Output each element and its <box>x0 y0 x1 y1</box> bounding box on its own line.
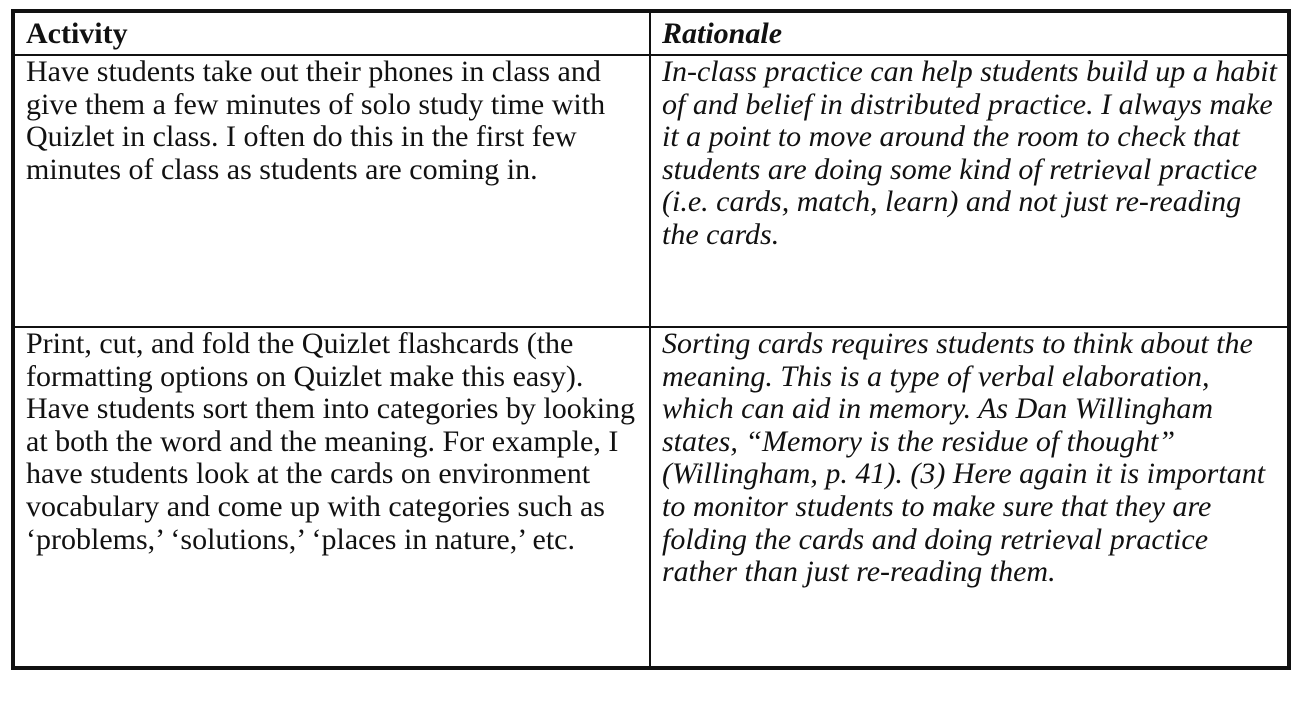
rationale-column-header: Rationale <box>650 11 1289 55</box>
activity-rationale-table <box>11 9 1291 670</box>
rationale-text: Sorting cards requires students to think about the meaning. This is a type of verbal elaboration, which can aid in memory. As Dan Willingham states, “Memory is the residue of thought” (Willingham, p. 41). <box>662 327 1253 491</box>
table-header-row <box>13 11 1289 55</box>
rationale-cell: In-class practice can help students build up a habit of and belief in distributed practice. I always make it a point to move around the room to check that students are doing some kind of retrieval practice (i.e. cards, match, learn) and not just re-reading the cards. <box>650 55 1289 327</box>
activity-cell: Print, cut, and fold the Quizlet flashcards (the formatting options on Quizlet make this easy). Have students sort them into categories by looking at both the word and the meaning. For example, I have students look at the cards on environment vocabulary and come up with categories such as ‘problems,’ ‘solutions,’ ‘places in nature,’ etc. <box>13 327 650 668</box>
table-row <box>13 327 1289 668</box>
table-row <box>13 55 1289 327</box>
citation-reference: (3) <box>902 457 946 491</box>
rationale-text-continued: Here again it is important to monitor students to make sure that they are folding the cards and doing retrieval practice rather than just re-reading them. <box>662 457 1266 589</box>
activity-column-header: Activity <box>13 11 650 55</box>
activity-cell: Have students take out their phones in class and give them a few minutes of solo study time with Quizlet in class. I often do this in the first few minutes of class as students are coming in. <box>13 55 650 327</box>
rationale-cell <box>650 327 1289 668</box>
